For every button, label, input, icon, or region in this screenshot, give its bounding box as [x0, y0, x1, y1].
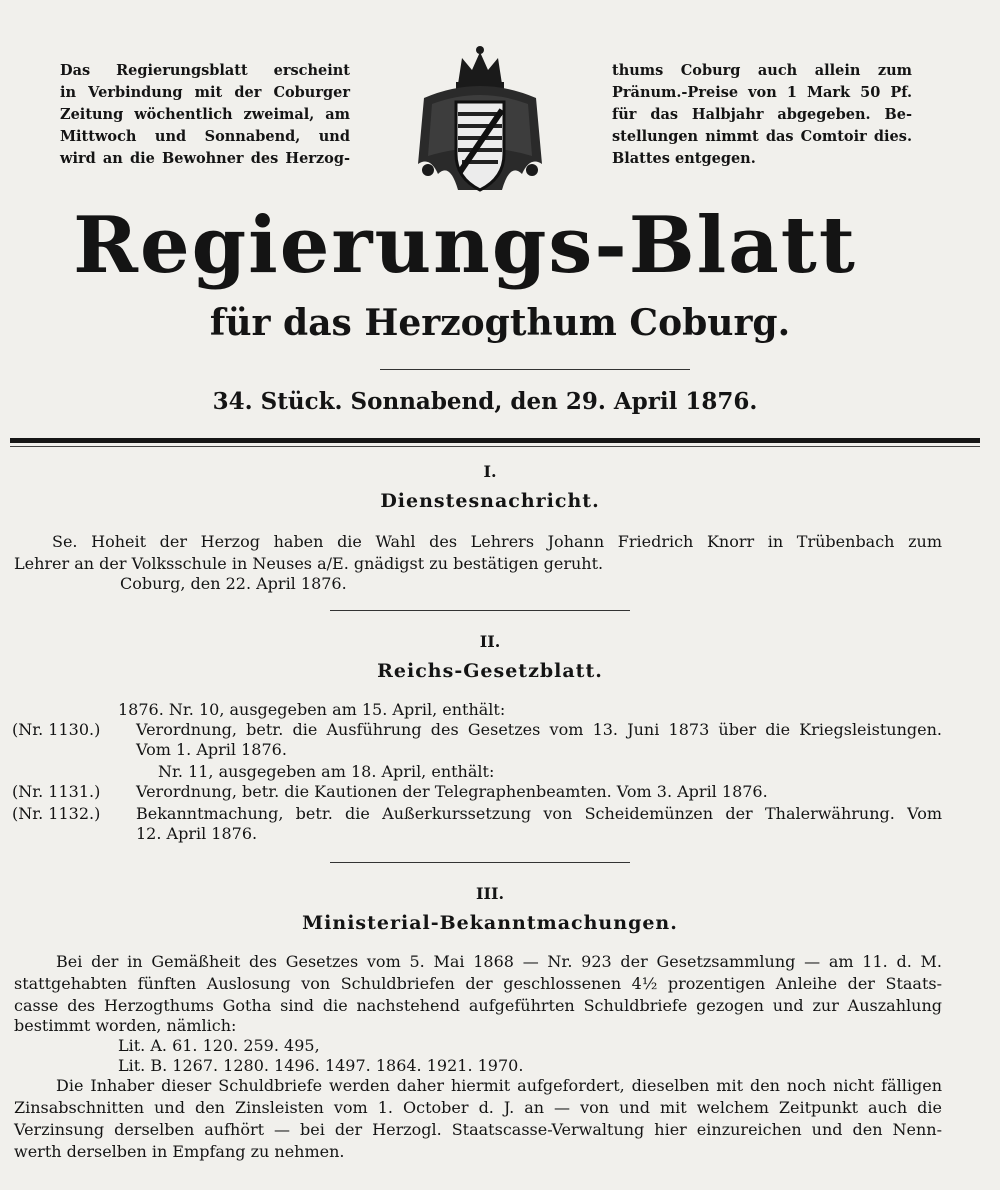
law-reference: (Nr. 1131.) — [12, 782, 101, 801]
notice-line: stellungen nimmt das Comtoir dies. — [612, 128, 912, 145]
notice-line: thums Coburg auch allein zum — [612, 62, 912, 79]
divider — [380, 369, 690, 370]
notice-line: Mittwoch und Sonnabend, und — [60, 128, 350, 145]
text-line: Verzinsung derselben aufhört — bei der Herzogl. Staatscasse-Verwaltung hier einzureichen und den Nenn- — [14, 1120, 942, 1139]
text-line: Se. Hoheit der Herzog haben die Wahl des Lehrers Johann Friedrich Knorr in Trübenbach zum — [52, 532, 942, 551]
masthead-right-notice — [612, 60, 912, 170]
text-line: Coburg, den 22. April 1876. — [120, 574, 347, 593]
gazette-title: Regierungs-Blatt — [73, 200, 857, 291]
text-line: Lit. B. 1267. 1280. 1496. 1497. 1864. 1921. 1970. — [118, 1056, 524, 1075]
text-line: casse des Herzogthums Gotha sind die nachstehend aufgeführten Schuldbriefe gezogen und zur Auszahlung — [14, 996, 942, 1015]
text-line: 1876. Nr. 10, ausgegeben am 15. April, enthält: — [118, 700, 506, 719]
text-line: Vom 1. April 1876. — [136, 740, 287, 759]
text-line: 12. April 1876. — [136, 824, 258, 843]
text-line: Bekanntmachung, betr. die Außerkurssetzung von Scheidemünzen der Thalerwährung. Vom — [136, 804, 942, 823]
section-heading: Ministerial-Bekanntmachungen. — [302, 912, 678, 934]
section-heading: Dienstesnachricht. — [380, 490, 600, 512]
text-line: Lit. A. 61. 120. 259. 495, — [118, 1036, 320, 1055]
gazette-subtitle: für das Herzogthum Coburg. — [209, 302, 791, 344]
notice-line: für das Halbjahr abgegeben. Be- — [612, 106, 912, 123]
divider — [330, 610, 630, 611]
text-line: Verordnung, betr. die Ausführung des Gesetzes vom 13. Juni 1873 über die Kriegsleistungen. — [136, 720, 942, 739]
section-number: I. — [483, 462, 497, 481]
notice-line: wird an die Bewohner des Herzog- — [60, 150, 350, 167]
divider — [10, 438, 980, 443]
masthead-left-notice — [60, 60, 350, 170]
text-line: Lehrer an der Volksschule in Neuses a/E. gnädigst zu bestätigen geruht. — [14, 554, 604, 573]
text-line: Zinsabschnitten und den Zinsleisten vom 1. October d. J. an — von und mit welchem Zeitpunkt auch die — [14, 1098, 942, 1117]
notice-line: Pränum.-Preise von 1 Mark 50 Pf. — [612, 84, 912, 101]
issue-line: 34. Stück. Sonnabend, den 29. April 1876. — [212, 388, 758, 415]
divider — [10, 446, 980, 447]
text-line: werth derselben in Empfang zu nehmen. — [14, 1142, 345, 1161]
notice-line: Blattes entgegen. — [612, 150, 756, 167]
section-number: III. — [475, 884, 505, 903]
text-line: Die Inhaber dieser Schuldbriefe werden daher hiermit aufgefordert, dieselben mit den noch nicht fälligen — [56, 1076, 942, 1095]
law-reference: (Nr. 1132.) — [12, 804, 101, 823]
law-reference: (Nr. 1130.) — [12, 720, 101, 739]
text-line: Bei der in Gemäßheit des Gesetzes vom 5. Mai 1868 — Nr. 923 der Gesetzsammlung — am 11. d. M. — [56, 952, 942, 971]
divider — [330, 862, 630, 863]
text-line: Verordnung, betr. die Kautionen der Telegraphenbeamten. Vom 3. April 1876. — [136, 782, 768, 801]
notice-line: Zeitung wöchentlich zweimal, am — [60, 106, 350, 123]
section-heading: Reichs-Gesetzblatt. — [377, 660, 603, 682]
text-line: stattgehabten fünften Auslosung von Schuldbriefen der geschlossenen 4½ prozentigen Anleihe der Staats- — [14, 974, 942, 993]
notice-line: in Verbindung mit der Coburger — [60, 84, 350, 101]
text-line: Nr. 11, ausgegeben am 18. April, enthält: — [158, 762, 495, 781]
text-line: bestimmt worden, nämlich: — [14, 1016, 237, 1035]
notice-line: Das Regierungsblatt erscheint — [60, 62, 350, 79]
section-number: II. — [479, 632, 501, 651]
ducal-coat-of-arms-icon — [410, 44, 550, 204]
